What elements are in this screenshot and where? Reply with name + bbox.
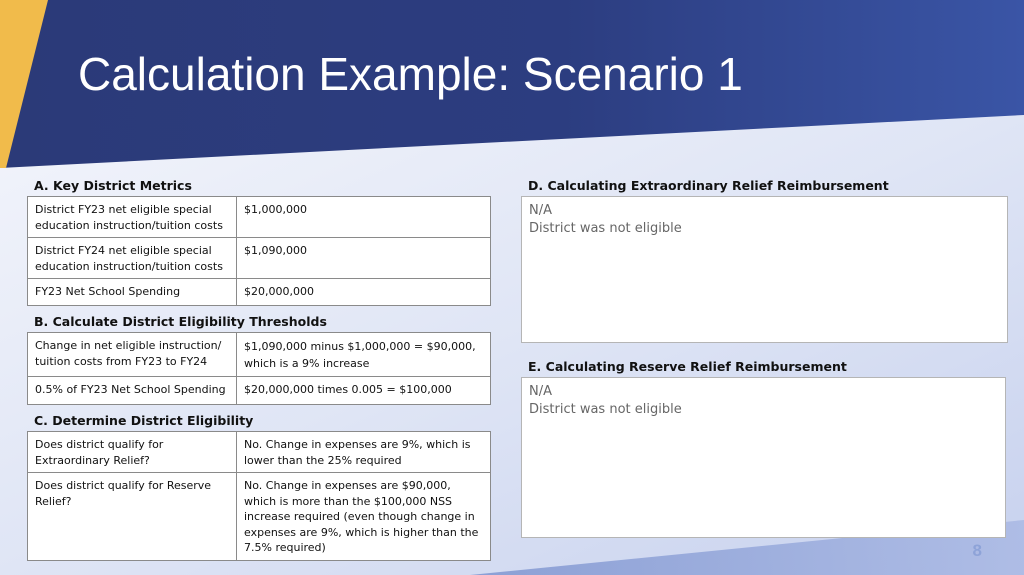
extraordinary-relief-na: N/A xyxy=(529,203,552,218)
table-row xyxy=(28,197,491,238)
metric-value: $1,090,000 xyxy=(237,238,491,279)
table-row xyxy=(28,238,491,279)
eligibility-question: Does district qualify for Reserve Relief? xyxy=(28,473,237,561)
eligibility-answer: No. Change in expenses are $90,000, which is more than the $100,000 NSS increase required (even though change in expenses are 9%, which is higher than the 7.5% required) xyxy=(237,473,491,561)
section-c-heading: C. Determine District Eligibility xyxy=(34,413,254,428)
section-e-heading: E. Calculating Reserve Relief Reimbursement xyxy=(528,359,847,374)
reserve-relief-note: District was not eligible xyxy=(529,402,682,417)
eligibility-table xyxy=(27,431,491,561)
extraordinary-relief-box xyxy=(521,196,1008,343)
threshold-label: Change in net eligible instruction/ tuition costs from FY23 to FY24 xyxy=(28,333,237,377)
metric-label: District FY24 net eligible special education instruction/tuition costs xyxy=(28,238,237,279)
reserve-relief-na: N/A xyxy=(529,384,552,399)
section-b-heading: B. Calculate District Eligibility Thresholds xyxy=(34,314,327,329)
section-a-heading: A. Key District Metrics xyxy=(34,178,192,193)
eligibility-answer: No. Change in expenses are 9%, which is lower than the 25% required xyxy=(237,432,491,473)
threshold-value: $20,000,000 times 0.005 = $100,000 xyxy=(237,377,491,405)
threshold-label: 0.5% of FY23 Net School Spending xyxy=(28,377,237,405)
slide-title: Calculation Example: Scenario 1 xyxy=(78,48,743,100)
page-number: 8 xyxy=(972,541,982,560)
table-row xyxy=(28,333,491,377)
table-row xyxy=(28,473,491,561)
reserve-relief-box xyxy=(521,377,1006,538)
table-row xyxy=(28,432,491,473)
table-row xyxy=(28,377,491,405)
eligibility-question: Does district qualify for Extraordinary Relief? xyxy=(28,432,237,473)
section-d-heading: D. Calculating Extraordinary Relief Reimbursement xyxy=(528,178,889,193)
metric-label: District FY23 net eligible special education instruction/tuition costs xyxy=(28,197,237,238)
key-metrics-table xyxy=(27,196,491,306)
thresholds-table xyxy=(27,332,491,405)
metric-value: $20,000,000 xyxy=(237,279,491,306)
metric-label: FY23 Net School Spending xyxy=(28,279,237,306)
table-row xyxy=(28,279,491,306)
extraordinary-relief-note: District was not eligible xyxy=(529,221,682,236)
threshold-value: $1,090,000 minus $1,000,000 = $90,000, which is a 9% increase xyxy=(237,333,491,377)
metric-value: $1,000,000 xyxy=(237,197,491,238)
